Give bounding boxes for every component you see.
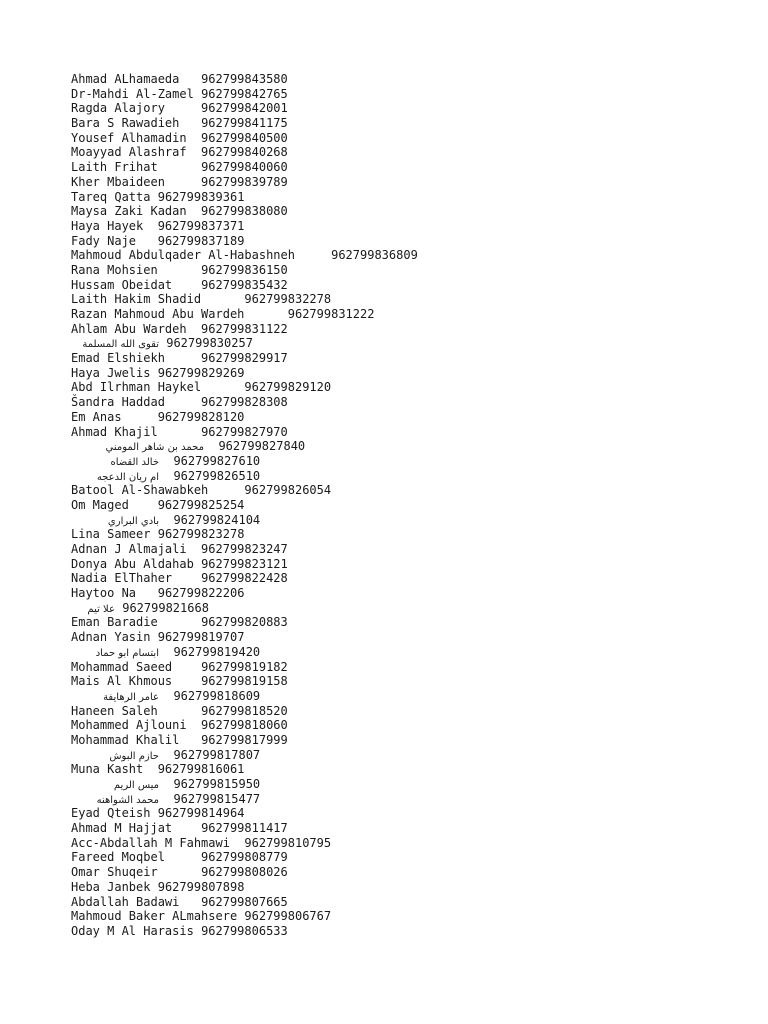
column-gap <box>194 87 201 102</box>
column-gap <box>158 160 201 175</box>
contact-name: Haya Jwelis <box>71 365 151 380</box>
contact-phone: 962799818520 <box>201 703 288 718</box>
contact-phone: 962799822428 <box>201 571 288 586</box>
column-gap <box>179 895 201 910</box>
column-gap <box>165 351 201 366</box>
contact-name: Fady Naje <box>71 233 137 248</box>
contact-row <box>71 395 751 410</box>
contact-row <box>71 586 751 601</box>
contact-row <box>71 190 751 205</box>
contact-row <box>71 292 751 307</box>
contact-phone: 962799806533 <box>201 923 288 938</box>
contact-phone: 962799822206 <box>157 586 245 601</box>
contact-row <box>71 307 751 322</box>
contact-phone: 962799828120 <box>157 409 245 424</box>
column-gap <box>237 909 244 924</box>
contact-name: Muna Kasht <box>71 762 144 777</box>
contact-phone: 962799840500 <box>201 130 288 145</box>
contact-name: Razan Mahmoud Abu Wardeh <box>71 307 245 321</box>
column-gap <box>172 821 201 836</box>
contact-name: Omar Shuqeir <box>71 865 158 880</box>
contact-phone: 962799818609 <box>173 688 261 703</box>
contact-row <box>71 219 751 234</box>
column-gap <box>122 410 158 425</box>
contact-row <box>71 571 751 586</box>
contact-name: ابتسام ابو حماد <box>95 647 159 659</box>
column-gap <box>187 322 201 337</box>
contact-name: عامر الرهايفة <box>103 691 159 703</box>
contact-row <box>71 366 751 381</box>
contact-row <box>71 601 751 616</box>
contact-phone: 962799821668 <box>122 600 209 615</box>
contact-row <box>71 469 751 484</box>
column-gap <box>187 204 201 219</box>
contact-name: Ahmad ALhamaeda <box>71 72 180 86</box>
contact-name: Lina Sameer <box>71 527 151 542</box>
column-gap <box>158 865 201 880</box>
column-gap <box>158 615 201 630</box>
contact-row <box>71 351 751 366</box>
contact-name: Šandra Haddad <box>71 395 165 410</box>
column-gap <box>159 454 173 469</box>
column-gap <box>136 234 158 249</box>
contact-phone: 962799823121 <box>201 556 288 571</box>
contact-phone: 962799825254 <box>157 497 245 512</box>
contact-name: ميس الريم <box>113 780 159 791</box>
contact-phone: 962799831222 <box>287 307 375 321</box>
contact-name: Mohammad Saeed <box>71 659 173 674</box>
contact-row <box>71 131 751 146</box>
contact-row <box>71 234 751 249</box>
column-gap <box>187 131 201 146</box>
contact-row <box>71 865 751 880</box>
column-gap <box>158 425 201 440</box>
contact-row <box>71 175 751 190</box>
column-gap <box>165 395 201 410</box>
contact-phone: 962799826054 <box>244 483 332 498</box>
contact-phone: 962799840268 <box>201 145 288 160</box>
contact-name: Heba Janbek <box>71 879 151 894</box>
contact-name: Mohammed Ajlouni <box>71 718 187 733</box>
contact-phone: 962799827840 <box>218 439 306 454</box>
column-gap <box>172 674 201 689</box>
contact-row <box>71 278 751 293</box>
contact-name: Haneen Saleh <box>71 703 158 718</box>
contact-name: Haytoo Na <box>71 586 137 601</box>
contact-name: Rana Mohsien <box>71 262 158 277</box>
column-gap <box>172 660 201 675</box>
contact-phone: 962799807665 <box>201 894 288 909</box>
column-gap <box>172 571 201 586</box>
contact-phone: 962799837371 <box>157 218 245 233</box>
contact-row <box>71 72 751 87</box>
column-gap <box>159 513 173 528</box>
contact-name: Oday M Al Harasis <box>71 923 194 938</box>
column-gap <box>159 689 173 704</box>
column-gap <box>143 219 157 234</box>
contact-phone: 962799841175 <box>201 116 288 131</box>
contact-phone: 962799823278 <box>157 527 245 542</box>
contact-row <box>71 674 751 689</box>
contact-row <box>71 410 751 425</box>
contact-row <box>71 160 751 175</box>
contact-row <box>71 263 751 278</box>
column-gap <box>208 483 244 498</box>
contact-phone: 962799810795 <box>244 835 332 850</box>
contact-name: Yousef Alhamadin <box>71 130 187 145</box>
contact-row <box>71 880 751 895</box>
column-gap <box>150 190 157 205</box>
contact-phone: 962799819707 <box>157 630 245 645</box>
contact-row <box>71 718 751 733</box>
column-gap <box>230 836 244 851</box>
contact-row <box>71 145 751 160</box>
column-gap <box>150 527 157 542</box>
column-gap <box>179 72 201 87</box>
column-gap <box>129 498 158 513</box>
contact-row <box>71 762 751 777</box>
contact-phone: 962799819158 <box>201 674 288 689</box>
column-gap <box>159 469 173 484</box>
column-gap <box>179 116 201 131</box>
contact-name: ام ريان الدعجه <box>96 471 159 483</box>
contact-phone: 962799829917 <box>201 351 288 366</box>
contact-row <box>71 322 751 337</box>
contact-phone: 962799819420 <box>173 644 261 659</box>
contact-name: Eman Baradie <box>71 615 158 630</box>
contact-phone: 962799817999 <box>201 732 288 747</box>
column-gap <box>201 380 244 395</box>
contact-row <box>71 557 751 572</box>
contact-row <box>71 630 751 645</box>
column-gap <box>159 336 166 351</box>
contact-row <box>71 116 751 131</box>
contact-list <box>71 72 751 939</box>
contact-name: علا تيم <box>87 603 115 615</box>
contact-name: Maysa Zaki Kadan <box>71 204 187 219</box>
contact-phone: 962799820883 <box>201 615 288 630</box>
contact-row <box>71 513 751 528</box>
contact-name: خالد القضاه <box>110 456 159 468</box>
contact-name: حازم البوش <box>109 750 159 762</box>
contact-row <box>71 615 751 630</box>
contact-name: Ragda Alajory <box>71 101 165 116</box>
contact-row <box>71 204 751 219</box>
column-gap <box>295 248 331 263</box>
contact-row <box>71 527 751 542</box>
contact-name: Acc-Abdallah M Fahmawi <box>71 835 230 850</box>
column-gap <box>159 748 173 763</box>
contact-name: Em Anas <box>71 409 122 424</box>
contact-row <box>71 821 751 836</box>
contact-phone: 962799818060 <box>201 718 288 733</box>
contact-phone: 962799815950 <box>173 777 261 791</box>
contact-row <box>71 454 751 469</box>
contact-name: Moayyad Alashraf <box>71 145 187 160</box>
contact-row <box>71 660 751 675</box>
contact-name: محمد بن شاهر المومني <box>105 442 204 454</box>
contact-row <box>71 101 751 116</box>
contact-phone: 962799819182 <box>201 659 288 674</box>
contact-phone: 962799808026 <box>201 865 288 880</box>
contact-row <box>71 850 751 865</box>
contact-phone: 962799836150 <box>201 262 288 277</box>
contact-phone: 962799811417 <box>201 821 288 836</box>
column-gap <box>115 601 122 616</box>
contact-name: Tareq Qatta <box>71 189 151 204</box>
contact-row <box>71 777 751 792</box>
contact-row <box>71 542 751 557</box>
contact-phone: 962799843580 <box>201 72 288 86</box>
contact-name: Haya Hayek <box>71 218 144 233</box>
contact-name: Donya Abu Aldahab <box>71 556 194 571</box>
column-gap <box>165 175 201 190</box>
column-gap <box>159 777 173 792</box>
contact-row <box>71 439 751 454</box>
column-gap <box>187 718 201 733</box>
column-gap <box>150 880 157 895</box>
contact-phone: 962799837189 <box>157 233 245 248</box>
contact-row <box>71 380 751 395</box>
contact-row <box>71 425 751 440</box>
contact-name: Laith Frihat <box>71 160 158 175</box>
contact-name: Bara S Rawadieh <box>71 116 180 131</box>
column-gap <box>159 792 173 807</box>
contact-name: Dr-Mahdi Al-Zamel <box>71 86 194 101</box>
column-gap <box>150 806 157 821</box>
contact-row <box>71 704 751 719</box>
contact-row <box>71 733 751 748</box>
column-gap <box>165 850 201 865</box>
contact-name: Adnan Yasin <box>71 630 151 645</box>
contact-name: Kher Mbaideen <box>71 174 165 189</box>
contact-name: Abd Ilrhman Haykel <box>71 380 202 395</box>
column-gap <box>244 307 287 322</box>
column-gap <box>159 645 173 660</box>
contact-name: Ahmad Khajil <box>71 424 158 439</box>
contact-phone: 962799840060 <box>201 160 288 175</box>
contact-name: Laith Hakim Shadid <box>71 292 202 307</box>
column-gap <box>201 292 244 307</box>
contact-row <box>71 248 751 263</box>
contact-phone: 962799824104 <box>173 512 261 527</box>
contact-phone: 962799828308 <box>201 395 288 410</box>
contact-phone: 962799829120 <box>244 380 332 395</box>
contact-name: Adnan J Almajali <box>71 542 187 556</box>
contact-phone: 962799831122 <box>201 321 288 336</box>
column-gap <box>158 263 201 278</box>
contact-name: Hussam Obeidat <box>71 277 173 292</box>
contact-name: Batool Al-Shawabkeh <box>71 483 209 498</box>
column-gap <box>194 924 201 939</box>
contact-row <box>71 336 751 351</box>
contact-phone: 962799815477 <box>173 791 261 806</box>
contact-phone: 962799839789 <box>201 174 288 189</box>
contact-name: Mahmoud Baker ALmahsere <box>71 909 238 924</box>
contact-phone: 962799817807 <box>173 747 261 762</box>
contact-phone: 962799826510 <box>173 468 261 483</box>
contact-row <box>71 806 751 821</box>
contact-phone: 962799832278 <box>244 292 332 307</box>
contact-name: Ahmad M Hajjat <box>71 821 173 836</box>
contact-row <box>71 909 751 924</box>
contact-name: Ahlam Abu Wardeh <box>71 321 187 336</box>
contact-name: Eyad Qteish <box>71 806 151 821</box>
contact-row <box>71 87 751 102</box>
contact-name: Mais Al Khmous <box>71 674 173 689</box>
column-gap <box>143 762 157 777</box>
column-gap <box>136 586 158 601</box>
contact-name: Nadia ElThaher <box>71 571 173 586</box>
contact-phone: 962799814964 <box>157 806 245 821</box>
column-gap <box>194 557 201 572</box>
contact-phone: 962799823247 <box>201 542 288 556</box>
contact-phone: 962799842001 <box>201 101 288 116</box>
contact-name: بادي البراري <box>107 515 159 527</box>
contact-row <box>71 498 751 513</box>
column-gap <box>165 101 201 116</box>
contact-name: Mahmoud Abdulqader Al-Habashneh <box>71 248 295 263</box>
contact-name: Om Maged <box>71 497 129 512</box>
contact-phone: 962799835432 <box>201 277 288 292</box>
contact-name: Emad Elshiekh <box>71 351 165 366</box>
contact-row <box>71 836 751 851</box>
contact-phone: 962799816061 <box>157 762 245 777</box>
contact-row <box>71 689 751 704</box>
contact-row <box>71 645 751 660</box>
column-gap <box>187 542 201 557</box>
contact-phone: 962799806767 <box>244 909 332 924</box>
column-gap <box>158 704 201 719</box>
contact-phone: 962799827610 <box>173 453 261 468</box>
contact-row <box>71 483 751 498</box>
contact-phone: 962799838080 <box>201 204 288 219</box>
contact-phone: 962799839361 <box>157 189 245 204</box>
contact-name: Fareed Moqbel <box>71 850 165 865</box>
column-gap <box>150 630 157 645</box>
contact-phone: 962799808779 <box>201 850 288 865</box>
column-gap <box>172 278 201 293</box>
contact-phone: 962799827970 <box>201 424 288 439</box>
contact-phone: 962799829269 <box>157 365 245 380</box>
contact-row <box>71 792 751 807</box>
contact-phone: 962799842765 <box>201 86 288 101</box>
contact-phone: 962799807898 <box>157 879 245 894</box>
column-gap <box>187 145 201 160</box>
contact-phone: 962799830257 <box>166 336 253 351</box>
column-gap <box>150 366 157 381</box>
contact-name: Abdallah Badawi <box>71 894 180 909</box>
contact-row <box>71 748 751 763</box>
contact-phone: 962799836809 <box>331 248 418 263</box>
contact-name: تقوى الله المسلمة <box>82 339 159 351</box>
contact-row <box>71 924 751 939</box>
contact-row <box>71 895 751 910</box>
contact-name: Mohammad Khalil <box>71 732 180 747</box>
column-gap <box>204 439 218 454</box>
contact-name: محمد الشواهنه <box>96 794 159 806</box>
column-gap <box>179 733 201 748</box>
